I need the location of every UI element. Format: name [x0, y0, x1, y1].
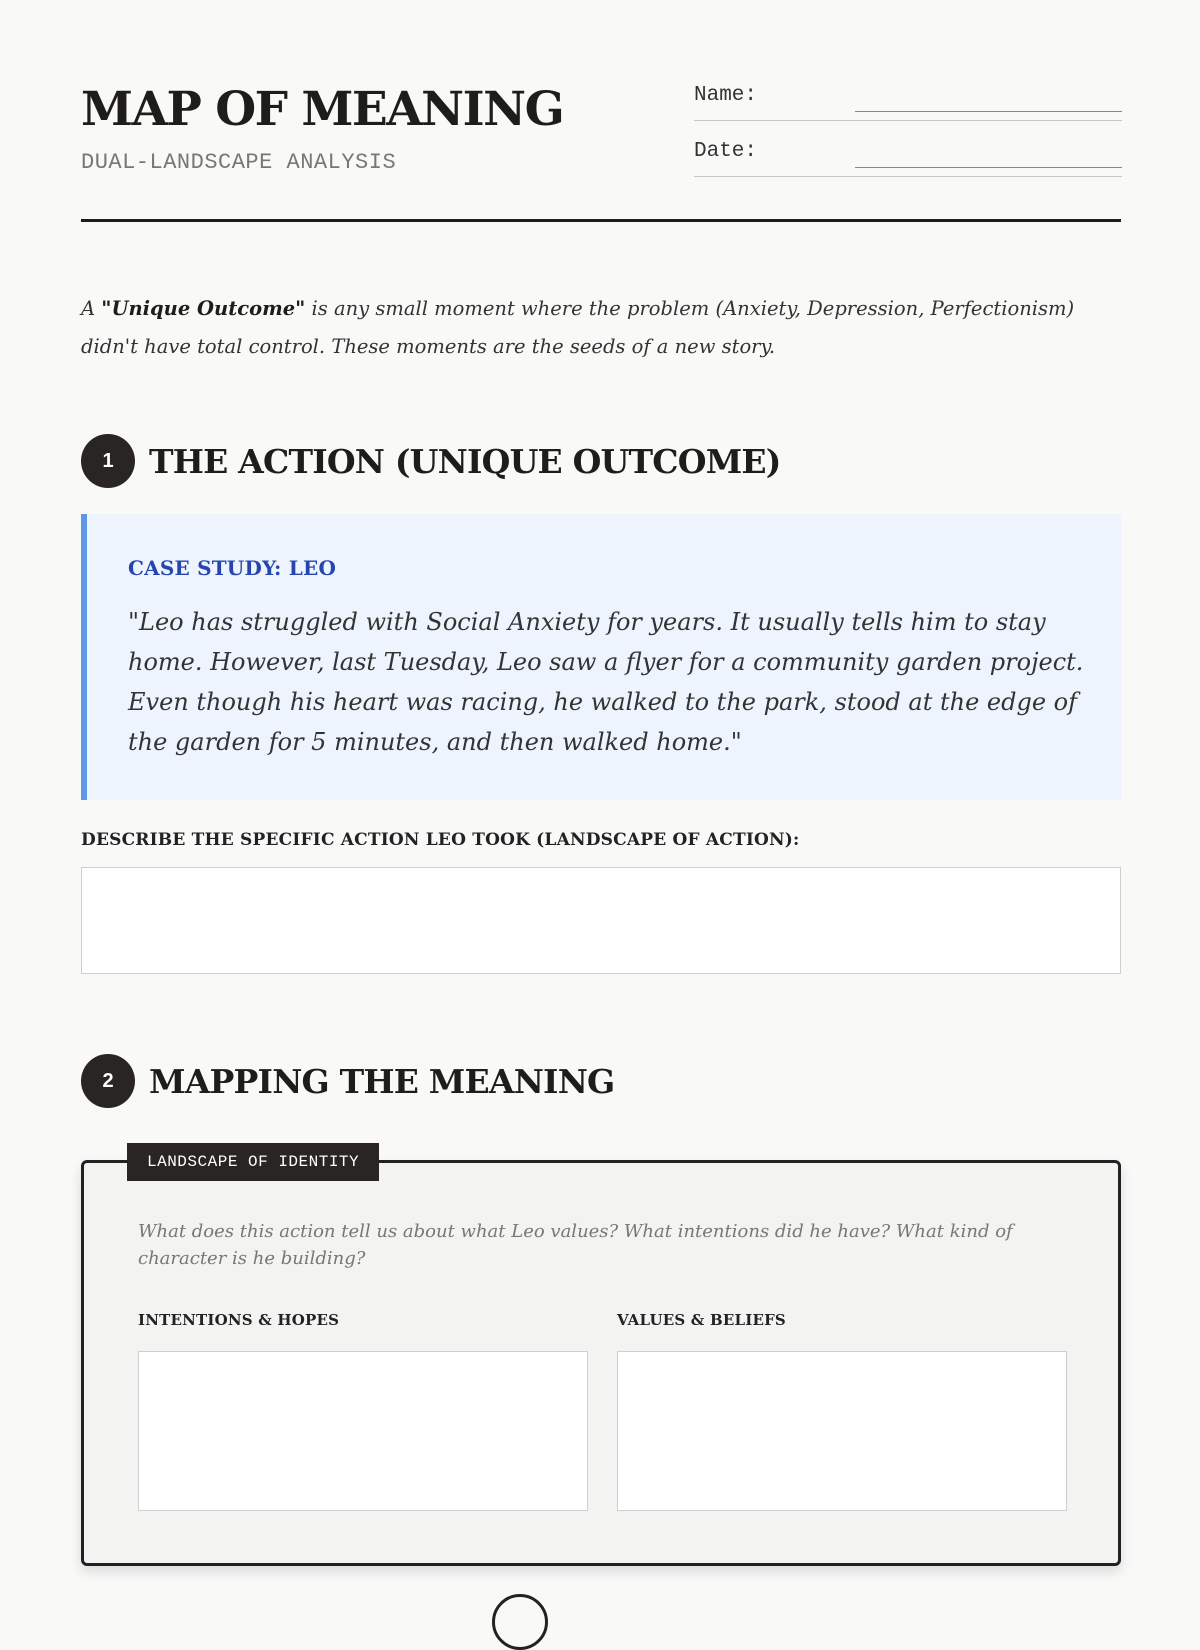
- section-1-title: THE ACTION (UNIQUE OUTCOME): [149, 441, 781, 481]
- case-study-callout: [81, 514, 1121, 800]
- section-2-heading: [81, 1054, 614, 1108]
- intro-term: "Unique Outcome": [101, 297, 306, 320]
- intentions-hopes-label: INTENTIONS & HOPES: [138, 1311, 340, 1329]
- case-study-quote: "Leo has struggled with Social Anxiety for years. It usually tells him to stay home. However, last Tuesday, Leo saw a flyer for a community garden project. Even though his heart was racing, he walked to the park, stood at the edge of the garden for 5 minutes, and then walked home.": [128, 608, 1084, 756]
- worksheet-page: [81, 0, 1121, 1329]
- action-field-label: DESCRIBE THE SPECIFIC ACTION LEO TOOK (LANDSCAPE OF ACTION):: [81, 830, 800, 850]
- section-1-heading: [81, 434, 781, 488]
- page-subtitle: DUAL-LANDSCAPE ANALYSIS: [81, 150, 397, 175]
- meta-fields: [694, 80, 1122, 192]
- date-field[interactable]: [855, 167, 1122, 168]
- landscape-of-identity-tag: LANDSCAPE OF IDENTITY: [127, 1143, 379, 1181]
- date-row: [694, 136, 1122, 177]
- identity-prompt: What does this action tell us about what Leo values? What intentions did he have? What kind of character is he building?: [138, 1221, 1013, 1269]
- next-section-badge: [492, 1594, 548, 1650]
- values-beliefs-label: VALUES & BELIEFS: [617, 1311, 786, 1329]
- intentions-hopes-box[interactable]: [138, 1351, 588, 1511]
- name-label: Name:: [694, 84, 758, 107]
- section-2-title: MAPPING THE MEANING: [149, 1061, 615, 1101]
- intro-paragraph: [81, 290, 1121, 366]
- header: [81, 0, 1121, 224]
- case-study-label: CASE STUDY: LEO: [128, 556, 337, 580]
- section-2-number-badge: 2: [81, 1054, 135, 1108]
- landscape-of-identity-panel: [81, 1153, 1121, 1566]
- section-1-number-badge: 1: [81, 434, 135, 488]
- name-row: [694, 80, 1122, 121]
- action-answer-box[interactable]: [81, 867, 1121, 974]
- values-beliefs-box[interactable]: [617, 1351, 1067, 1511]
- header-divider: [81, 219, 1121, 222]
- date-label: Date:: [694, 140, 758, 163]
- name-field[interactable]: [855, 111, 1122, 112]
- page-title: MAP OF MEANING: [81, 82, 564, 137]
- intro-text: is any small moment where the problem (Anxiety, Depression, Perfectionism) didn't have total control. These moments are the seeds of a new story.: [81, 297, 1075, 358]
- intro-prefix: A: [81, 297, 102, 320]
